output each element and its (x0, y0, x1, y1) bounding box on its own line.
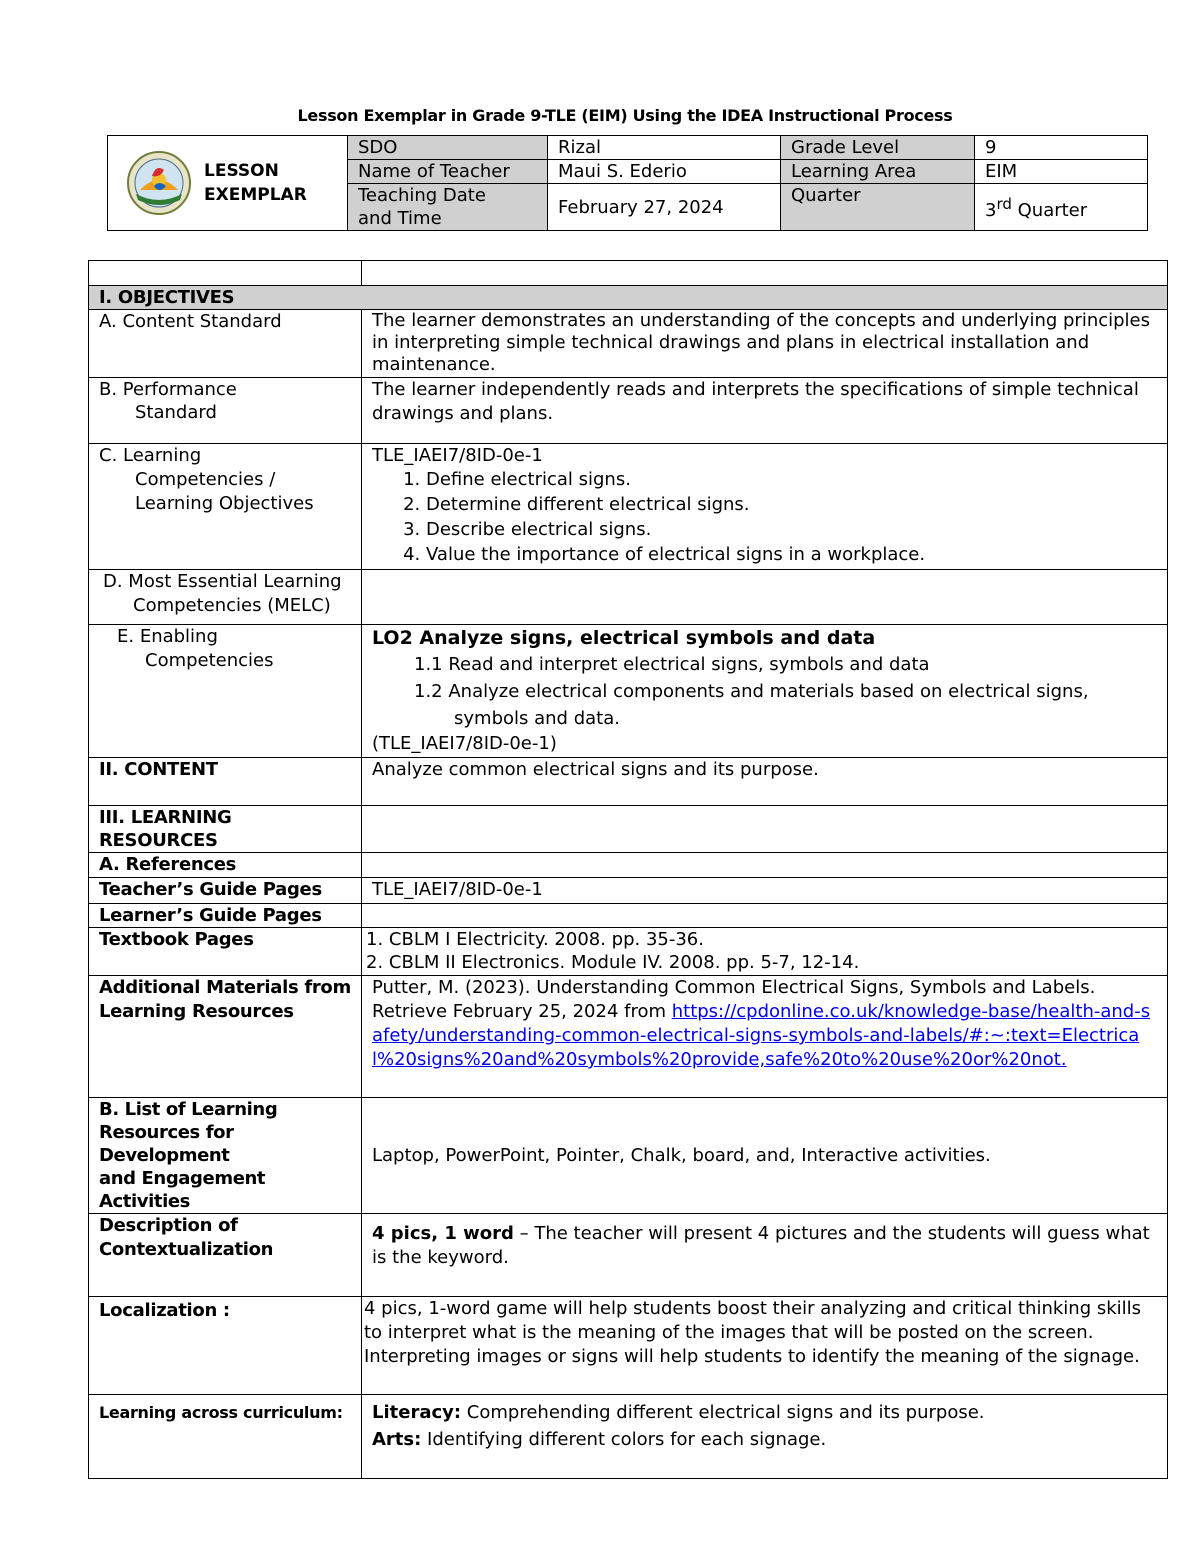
learning-competencies-label (89, 444, 362, 570)
enabling-content (362, 625, 1168, 758)
enabling-label-2: Competencies (145, 650, 274, 671)
list-label-3: and Engagement Activities (99, 1168, 266, 1212)
enabling-title: LO2 Analyze signs, electrical symbols and data (372, 627, 876, 649)
perf-label-2: Standard (135, 402, 217, 423)
area-label: Learning Area (781, 160, 975, 184)
quarter-value (975, 184, 1148, 231)
sdo-label: SDO (348, 136, 548, 160)
list-item: 3. Describe electrical signs. (426, 517, 1157, 542)
enabling-label-1: E. Enabling (117, 626, 218, 647)
across-curriculum-label: Learning across curriculum: (89, 1395, 362, 1479)
date-label-1: Teaching Date (358, 185, 486, 206)
objectives-list (372, 467, 1157, 567)
enabling-item-2a: 1.2 Analyze electrical components and materials based on electrical signs, (414, 681, 1089, 702)
textbook-label: Textbook Pages (89, 928, 362, 976)
textbook-item-1: 1. CBLM I Electricity. 2008. pp. 35-36. (366, 929, 704, 950)
list-of-resources-label (89, 1098, 362, 1214)
literacy-label: Literacy: (372, 1402, 462, 1423)
quarter-word: Quarter (1011, 199, 1088, 221)
list-item: 1. Define electrical signs. (426, 467, 1157, 492)
arts-label: Arts: (372, 1429, 422, 1450)
context-text: – The teacher will present 4 pictures and the students will guess what is the keyword. (372, 1223, 1150, 1268)
date-value: February 27, 2024 (548, 184, 781, 231)
content-heading: II. CONTENT (89, 758, 362, 806)
list-label-1: B. List of Learning (99, 1099, 278, 1120)
list-item: 2. Determine different electrical signs. (426, 492, 1157, 517)
literacy-text: Comprehending different electrical signs and its purpose. (461, 1402, 985, 1423)
performance-standard-text: The learner independently reads and interprets the specifications of simple technical drawings and plans. (362, 378, 1168, 444)
enabling-item-1: 1.1 Read and interpret electrical signs, symbols and data (414, 654, 930, 675)
learners-guide-value (362, 904, 1168, 928)
contextualization-value (362, 1214, 1168, 1297)
objectives-heading: I. OBJECTIVES (89, 286, 1168, 310)
teacher-label: Name of Teacher (348, 160, 548, 184)
arts-text: Identifying different colors for each signage. (421, 1429, 827, 1450)
list-of-resources-value: Laptop, PowerPoint, Pointer, Chalk, board, and, Interactive activities. (362, 1098, 1168, 1214)
logo-cell (108, 136, 348, 231)
arts-line (372, 1426, 1157, 1453)
grade-label: Grade Level (781, 136, 975, 160)
deped-seal-icon (126, 150, 192, 216)
document-title: Lesson Exemplar in Grade 9-TLE (EIM) Using the IDEA Instructional Process (297, 106, 953, 125)
literacy-line (372, 1399, 1157, 1426)
melc-label-2: Competencies (MELC) (133, 595, 331, 616)
lc-label-2: Competencies / (135, 469, 276, 490)
additional-materials-label (89, 976, 362, 1098)
context-label-2: Contextualization (99, 1239, 274, 1260)
lc-code: TLE_IAEI7/8ID-0e-1 (372, 445, 543, 466)
teachers-guide-value: TLE_IAEI7/8ID-0e-1 (362, 878, 1168, 904)
context-bold: 4 pics, 1 word (372, 1223, 514, 1244)
blank-cell (362, 853, 1168, 878)
lc-label-1: C. Learning (99, 445, 202, 466)
contextualization-label (89, 1214, 362, 1297)
list-label-2: Resources for Development (99, 1122, 234, 1166)
lesson-label-2: EXEMPLAR (204, 185, 307, 205)
enabling-label (89, 625, 362, 758)
reference-link[interactable]: https://cpdonline.co.uk/knowledge-base/health-and-safety/understanding-common-electrical-signs-symbols-and-labels/#:~:text=Electrical%20signs%20and%20symbols%20provide,safe%20to%20use%20or%20not. (372, 1001, 1151, 1070)
learners-guide-label: Learner’s Guide Pages (89, 904, 362, 928)
teacher-value: Maui S. Ederio (548, 160, 781, 184)
header-table (107, 135, 1148, 231)
quarter-num: 3 (985, 199, 997, 221)
teachers-guide-label: Teacher’s Guide Pages (89, 878, 362, 904)
localization-value: 4 pics, 1-word game will help students boost their analyzing and critical thinking skills to interpret what is the meaning of the images that will be posted on the screen. Interpreting images or signs will help students to identify the meaning of the signage. (362, 1297, 1168, 1395)
blank-cell (89, 261, 362, 286)
across-curriculum-value (362, 1395, 1168, 1479)
additional-label-1: Additional Materials from (99, 977, 351, 998)
enabling-item-2b: symbols and data. (454, 708, 620, 729)
learning-competencies-content (362, 444, 1168, 570)
lesson-table (88, 260, 1168, 1479)
references-label: A. References (89, 853, 362, 878)
melc-label (89, 570, 362, 625)
sdo-value: Rizal (548, 136, 781, 160)
melc-label-1: D. Most Essential Learning (103, 571, 342, 592)
context-label-1: Description of (99, 1215, 238, 1236)
content-standard-text: The learner demonstrates an understanding of the concepts and underlying principles in interpreting simple technical drawings and plans in electrical installation and maintenance. (362, 310, 1168, 378)
lesson-label-1: LESSON (204, 161, 279, 181)
performance-standard-label (89, 378, 362, 444)
melc-value (362, 570, 1168, 625)
additional-materials-value (362, 976, 1168, 1098)
list-item: 4. Value the importance of electrical signs in a workplace. (426, 542, 1157, 567)
quarter-sup: rd (996, 194, 1012, 213)
content-text: Analyze common electrical signs and its purpose. (362, 758, 1168, 806)
quarter-label: Quarter (781, 184, 975, 231)
additional-label-2: Learning Resources (99, 1001, 294, 1022)
perf-label-1: B. Performance (99, 379, 237, 400)
localization-label: Localization : (89, 1297, 362, 1395)
grade-value: 9 (975, 136, 1148, 160)
blank-cell (362, 806, 1168, 853)
enabling-code: (TLE_IAEI7/8ID-0e-1) (372, 733, 557, 754)
date-label (348, 184, 548, 231)
resources-heading: III. LEARNING RESOURCES (89, 806, 362, 853)
lc-label-3: Learning Objectives (135, 493, 314, 514)
textbook-value (362, 928, 1168, 976)
content-standard-label: A. Content Standard (89, 310, 362, 378)
textbook-item-2: 2. CBLM II Electronics. Module IV. 2008. pp. 5-7, 12-14. (366, 952, 860, 973)
date-label-2: and Time (358, 208, 442, 229)
blank-cell (362, 261, 1168, 286)
additional-text: Putter, M. (2023). Understanding Common Electrical Signs, Symbols and Labels. Retrieve February 25, 2024 from (372, 977, 1096, 1022)
area-value: EIM (975, 160, 1148, 184)
